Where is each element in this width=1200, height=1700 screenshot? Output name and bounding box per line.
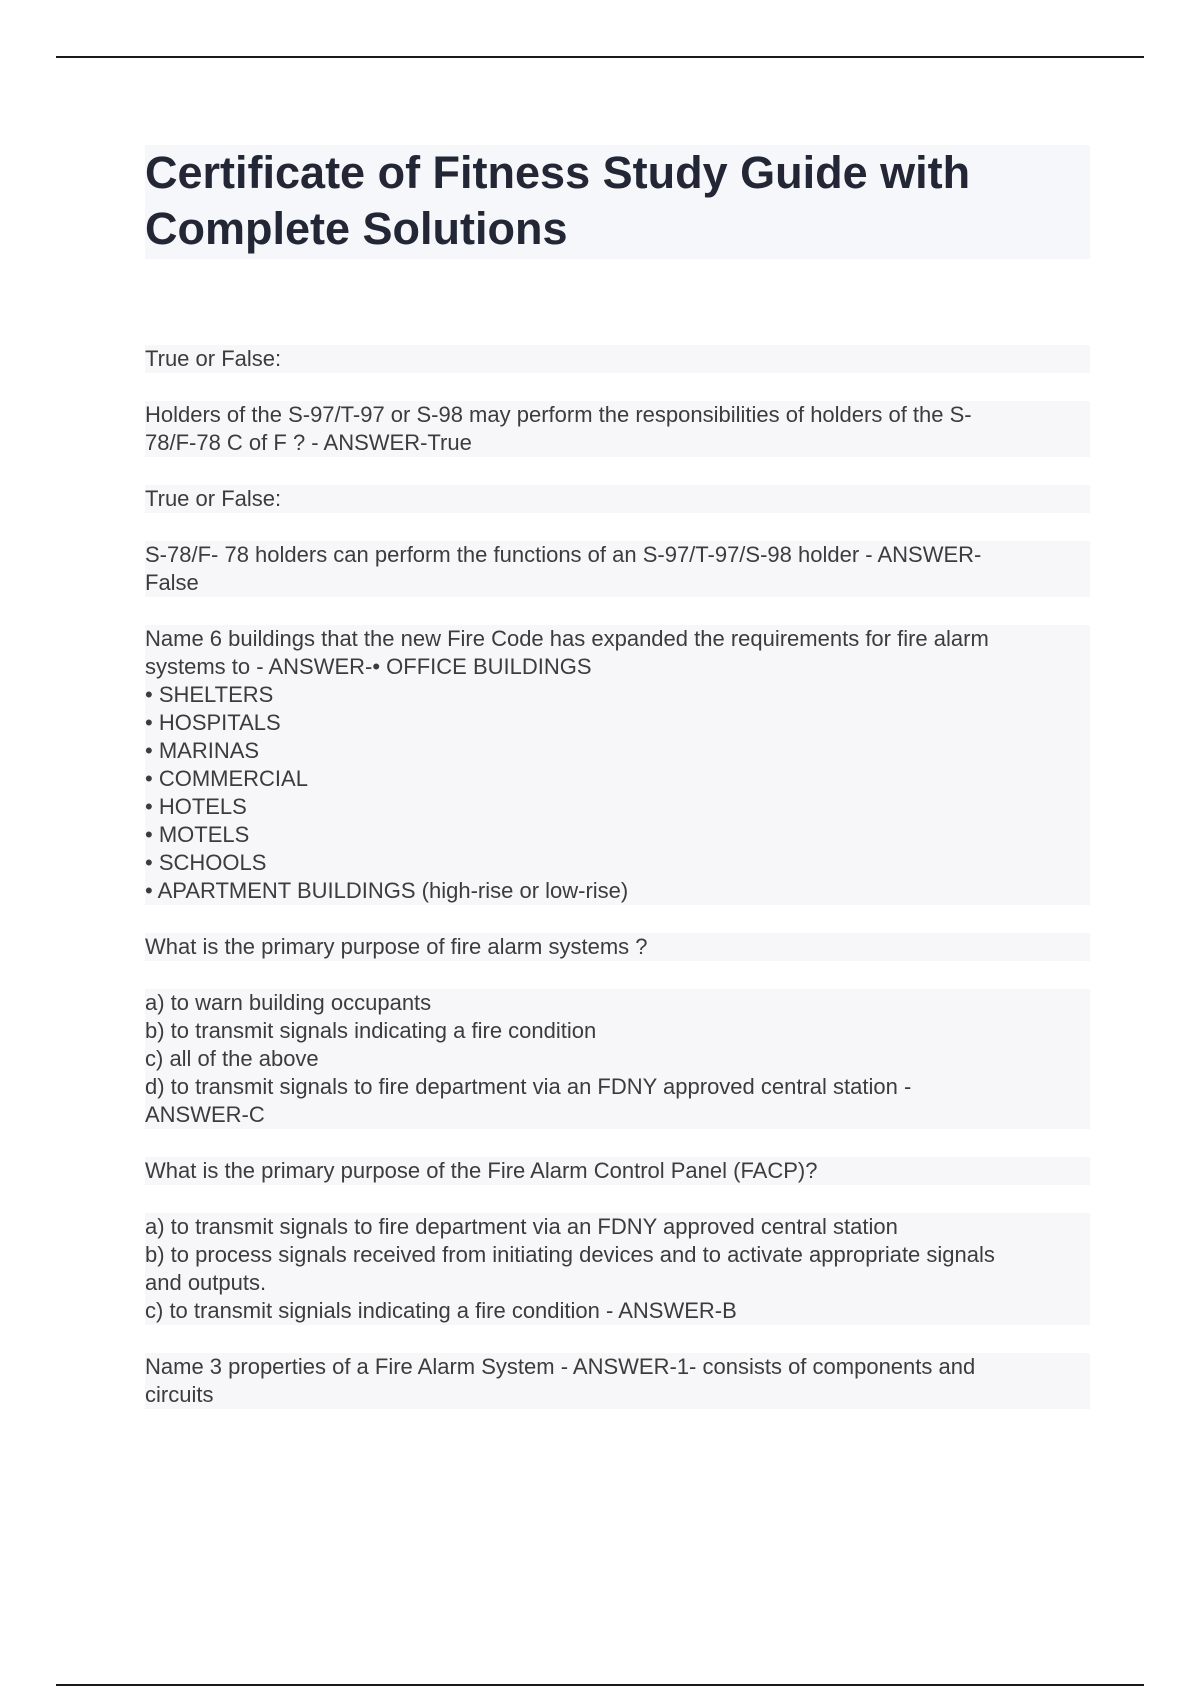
question-block xyxy=(145,1157,1090,1185)
text-line: b) to transmit signals indicating a fire condition xyxy=(145,1017,1090,1045)
question-block xyxy=(145,625,1090,905)
text-line: a) to transmit signals to fire department via an FDNY approved central station xyxy=(145,1213,1090,1241)
question-block xyxy=(145,989,1090,1129)
text-line: a) to warn building occupants xyxy=(145,989,1090,1017)
question-block xyxy=(145,345,1090,373)
text-line: • COMMERCIAL xyxy=(145,765,1090,793)
text-line: • HOTELS xyxy=(145,793,1090,821)
text-line: b) to process signals received from initiating devices and to activate appropriate signals xyxy=(145,1241,1090,1269)
question-block xyxy=(145,485,1090,513)
question-list xyxy=(145,345,1090,1409)
header-rule xyxy=(56,56,1144,58)
text-line: Holders of the S-97/T-97 or S-98 may perform the responsibilities of holders of the S- xyxy=(145,401,1090,429)
text-line: c) to transmit signials indicating a fire condition - ANSWER-B xyxy=(145,1297,1090,1325)
question-block xyxy=(145,401,1090,457)
text-line: • SHELTERS xyxy=(145,681,1090,709)
text-line: 78/F-78 C of F ? - ANSWER-True xyxy=(145,429,1090,457)
text-line: c) all of the above xyxy=(145,1045,1090,1073)
text-line: True or False: xyxy=(145,345,1090,373)
text-line: What is the primary purpose of fire alarm systems ? xyxy=(145,933,1090,961)
text-line: False xyxy=(145,569,1090,597)
document-title: Certificate of Fitness Study Guide with Complete Solutions xyxy=(145,145,1090,259)
question-block xyxy=(145,541,1090,597)
text-line: ANSWER-C xyxy=(145,1101,1090,1129)
question-block xyxy=(145,1213,1090,1325)
text-line: Name 3 properties of a Fire Alarm System - ANSWER-1- consists of components and xyxy=(145,1353,1090,1381)
text-line: and outputs. xyxy=(145,1269,1090,1297)
text-line: True or False: xyxy=(145,485,1090,513)
text-line: What is the primary purpose of the Fire Alarm Control Panel (FACP)? xyxy=(145,1157,1090,1185)
text-line: circuits xyxy=(145,1381,1090,1409)
text-line: • MARINAS xyxy=(145,737,1090,765)
text-line: • MOTELS xyxy=(145,821,1090,849)
question-block xyxy=(145,1353,1090,1409)
text-line: • SCHOOLS xyxy=(145,849,1090,877)
text-line: Name 6 buildings that the new Fire Code has expanded the requirements for fire alarm xyxy=(145,625,1090,653)
text-line: S-78/F- 78 holders can perform the functions of an S-97/T-97/S-98 holder - ANSWER- xyxy=(145,541,1090,569)
document-body xyxy=(145,145,1090,1437)
text-line: d) to transmit signals to fire department via an FDNY approved central station - xyxy=(145,1073,1090,1101)
question-block xyxy=(145,933,1090,961)
text-line: • APARTMENT BUILDINGS (high-rise or low-rise) xyxy=(145,877,1090,905)
text-line: • HOSPITALS xyxy=(145,709,1090,737)
text-line: systems to - ANSWER-• OFFICE BUILDINGS xyxy=(145,653,1090,681)
footer-rule xyxy=(56,1684,1144,1686)
